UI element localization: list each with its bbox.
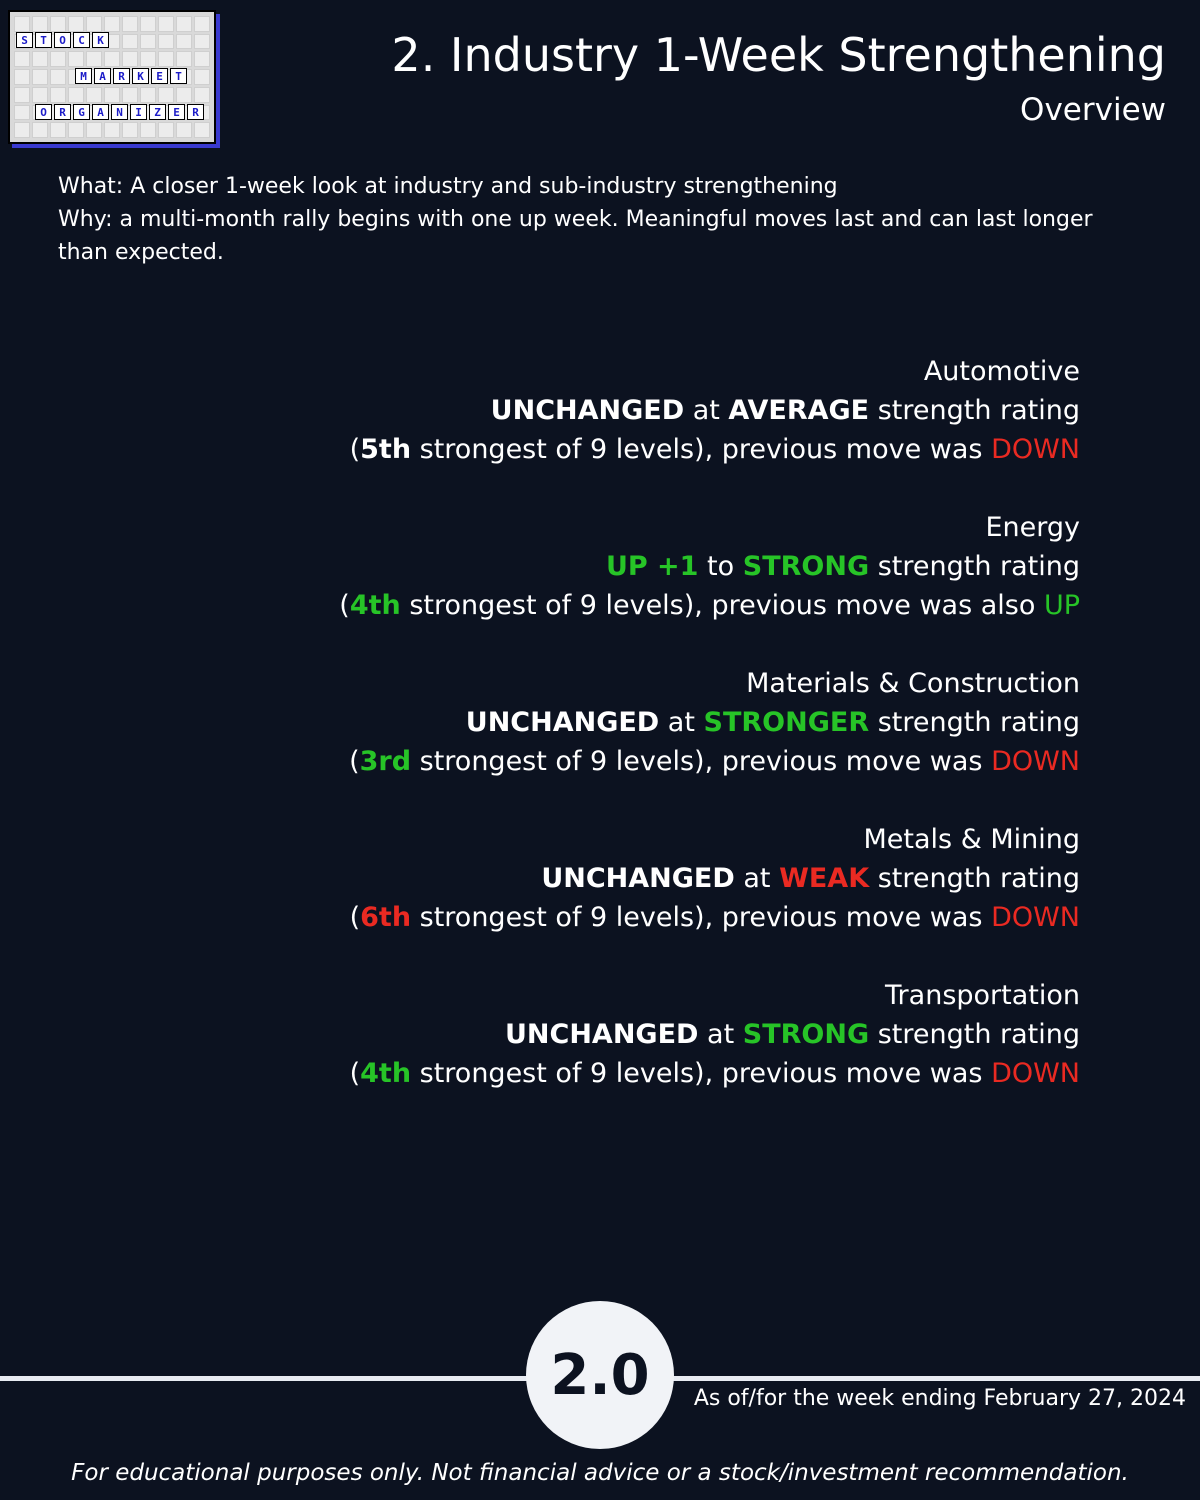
paren-open: ( — [349, 434, 361, 465]
logo-grid-cell — [194, 69, 210, 85]
page-title: 2. Industry 1-Week Strengthening — [391, 28, 1166, 82]
logo-grid-cell — [86, 16, 102, 32]
logo-grid-cell — [104, 87, 120, 103]
intro-what: What: A closer 1-week look at industry and sub-industry strengthening — [58, 174, 838, 199]
logo-letter: O — [35, 104, 52, 120]
rating-label: STRONGER — [703, 707, 870, 738]
as-of-date: As of/for the week ending February 27, 2024 — [693, 1386, 1186, 1411]
rank-suffix: strongest of 9 levels), previous move was — [411, 434, 992, 465]
rating-label: AVERAGE — [728, 395, 870, 426]
rank-label: 5th — [360, 434, 412, 465]
logo-letter: T — [35, 32, 52, 48]
previous-move: DOWN — [991, 902, 1080, 933]
disclaimer: For educational purposes only. Not financial advice or a stock/investment recommendation. — [71, 1460, 1129, 1486]
logo-grid-cell — [32, 16, 48, 32]
rank-label: 4th — [349, 590, 401, 621]
logo-grid-cell — [32, 122, 48, 138]
logo-letter: R — [54, 104, 71, 120]
paren-open: ( — [349, 902, 361, 933]
stock-market-organizer-logo — [8, 10, 216, 144]
logo-letter: T — [170, 68, 187, 84]
industry-rating-line — [180, 391, 1080, 430]
page-subtitle: Overview — [1020, 92, 1166, 128]
industry-rating-line — [180, 547, 1080, 586]
rank-suffix: strongest of 9 levels), previous move was — [411, 746, 992, 777]
rating-suffix: strength rating — [869, 707, 1080, 738]
industry-name: Transportation — [885, 980, 1080, 1011]
rating-suffix: strength rating — [869, 863, 1080, 894]
logo-letter: K — [132, 68, 149, 84]
logo-grid-cell — [86, 51, 102, 67]
logo-grid-cell — [50, 16, 66, 32]
logo-grid-cell — [194, 16, 210, 32]
industry-block — [180, 664, 1080, 781]
rank-suffix: strongest of 9 levels), previous move was also — [400, 590, 1044, 621]
logo-letter: R — [113, 68, 130, 84]
logo-letter: C — [73, 32, 90, 48]
paren-open: ( — [349, 1058, 361, 1089]
logo-grid-cell — [50, 69, 66, 85]
logo-grid-cell — [140, 51, 156, 67]
logo-grid-cell — [176, 16, 192, 32]
industry-name: Metals & Mining — [863, 824, 1080, 855]
industry-block — [180, 820, 1080, 937]
paren-open: ( — [339, 590, 350, 621]
intro-text — [58, 170, 1128, 269]
logo-grid-cell — [194, 51, 210, 67]
logo-grid-cell — [122, 122, 138, 138]
logo-grid-cell — [104, 122, 120, 138]
logo-letter: Z — [149, 104, 166, 120]
logo-grid-cell — [104, 51, 120, 67]
industry-block — [180, 508, 1080, 625]
logo-letter: E — [151, 68, 168, 84]
previous-move: DOWN — [991, 434, 1080, 465]
move-label: UP +1 — [605, 551, 699, 582]
logo-grid-cell — [32, 69, 48, 85]
logo-grid-cell — [158, 87, 174, 103]
logo-grid-cell — [122, 34, 138, 50]
logo-grid-cell — [14, 105, 30, 121]
industry-name: Automotive — [923, 356, 1080, 387]
industry-block — [180, 976, 1080, 1093]
logo-letter: R — [187, 104, 204, 120]
previous-move: UP — [1043, 590, 1080, 621]
move-label: UNCHANGED — [465, 707, 660, 738]
logo-grid-cell — [158, 16, 174, 32]
logo-letter: S — [16, 32, 33, 48]
industry-block — [180, 352, 1080, 469]
industry-rating-line — [180, 859, 1080, 898]
logo-grid-cell — [14, 69, 30, 85]
rank-suffix: strongest of 9 levels), previous move was — [411, 902, 992, 933]
logo-grid-cell — [32, 51, 48, 67]
rating-label: STRONG — [742, 551, 870, 582]
logo-grid-cell — [14, 51, 30, 67]
logo-grid-cell — [68, 122, 84, 138]
logo-word-stock — [16, 32, 109, 48]
industry-rank-line — [180, 1054, 1080, 1093]
rating-label: WEAK — [779, 863, 870, 894]
logo-grid-cell — [140, 16, 156, 32]
logo-grid-cell — [140, 122, 156, 138]
logo-grid-cell — [158, 122, 174, 138]
logo-letter: E — [168, 104, 185, 120]
logo-grid-cell — [122, 16, 138, 32]
logo-grid-cell — [158, 34, 174, 50]
logo-grid-cell — [176, 122, 192, 138]
logo-grid-cell — [68, 51, 84, 67]
logo-grid-cell — [50, 51, 66, 67]
logo-grid-cell — [140, 34, 156, 50]
logo-letter: M — [75, 68, 92, 84]
logo-grid-cell — [68, 87, 84, 103]
logo-grid-cell — [104, 16, 120, 32]
rating-suffix: strength rating — [869, 551, 1080, 582]
rank-label: 6th — [360, 902, 412, 933]
rating-label: STRONG — [742, 1019, 870, 1050]
intro-why: Why: a multi-month rally begins with one up week. Meaningful moves last and can last longer than expected. — [58, 207, 1093, 265]
logo-grid-cell — [140, 87, 156, 103]
industry-rank-line — [180, 898, 1080, 937]
logo-grid-cell — [176, 51, 192, 67]
logo-grid-cell — [32, 87, 48, 103]
logo-grid-cell — [14, 122, 30, 138]
logo-letter: N — [111, 104, 128, 120]
logo-word-organizer — [35, 104, 204, 120]
move-label: UNCHANGED — [490, 395, 685, 426]
logo-grid-cell — [194, 34, 210, 50]
logo-grid-cell — [122, 51, 138, 67]
logo-grid-cell — [50, 122, 66, 138]
previous-move: DOWN — [991, 1058, 1080, 1089]
logo-grid-cell — [50, 87, 66, 103]
logo-grid-cell — [158, 51, 174, 67]
logo-grid-cell — [14, 16, 30, 32]
connector-text: at — [734, 863, 780, 894]
logo-letter: A — [94, 68, 111, 84]
industry-name: Energy — [985, 512, 1080, 543]
industry-rating-line — [180, 703, 1080, 742]
logo-letter: K — [92, 32, 109, 48]
logo-word-market — [75, 68, 187, 84]
rank-label: 3rd — [359, 746, 412, 777]
rating-suffix: strength rating — [869, 395, 1080, 426]
rank-suffix: strongest of 9 levels), previous move was — [411, 1058, 992, 1089]
industry-name: Materials & Construction — [746, 668, 1080, 699]
connector-text: to — [698, 551, 743, 582]
logo-grid-cell — [14, 87, 30, 103]
logo-grid-cell — [194, 87, 210, 103]
logo-letter: I — [130, 104, 147, 120]
logo-grid-cell — [86, 122, 102, 138]
rank-label: 4th — [360, 1058, 412, 1089]
industry-rank-line — [180, 586, 1080, 625]
logo-grid-cell — [68, 16, 84, 32]
industry-rank-line — [180, 430, 1080, 469]
move-label: UNCHANGED — [505, 1019, 699, 1050]
logo-letter: O — [54, 32, 71, 48]
logo-grid-cell — [194, 122, 210, 138]
industry-list — [180, 352, 1080, 1132]
logo-letter: G — [73, 104, 90, 120]
logo-grid-cell — [176, 87, 192, 103]
rating-suffix: strength rating — [869, 1019, 1080, 1050]
paren-open: ( — [349, 746, 360, 777]
logo-grid-cell — [122, 87, 138, 103]
previous-move: DOWN — [991, 746, 1080, 777]
logo-letter: A — [92, 104, 109, 120]
connector-text: at — [684, 395, 729, 426]
industry-rank-line — [180, 742, 1080, 781]
connector-text: at — [659, 707, 704, 738]
connector-text: at — [698, 1019, 743, 1050]
logo-grid-cell — [176, 34, 192, 50]
logo-grid-cell — [86, 87, 102, 103]
section-number-badge: 2.0 — [526, 1301, 674, 1449]
move-label: UNCHANGED — [541, 863, 735, 894]
industry-rating-line — [180, 1015, 1080, 1054]
